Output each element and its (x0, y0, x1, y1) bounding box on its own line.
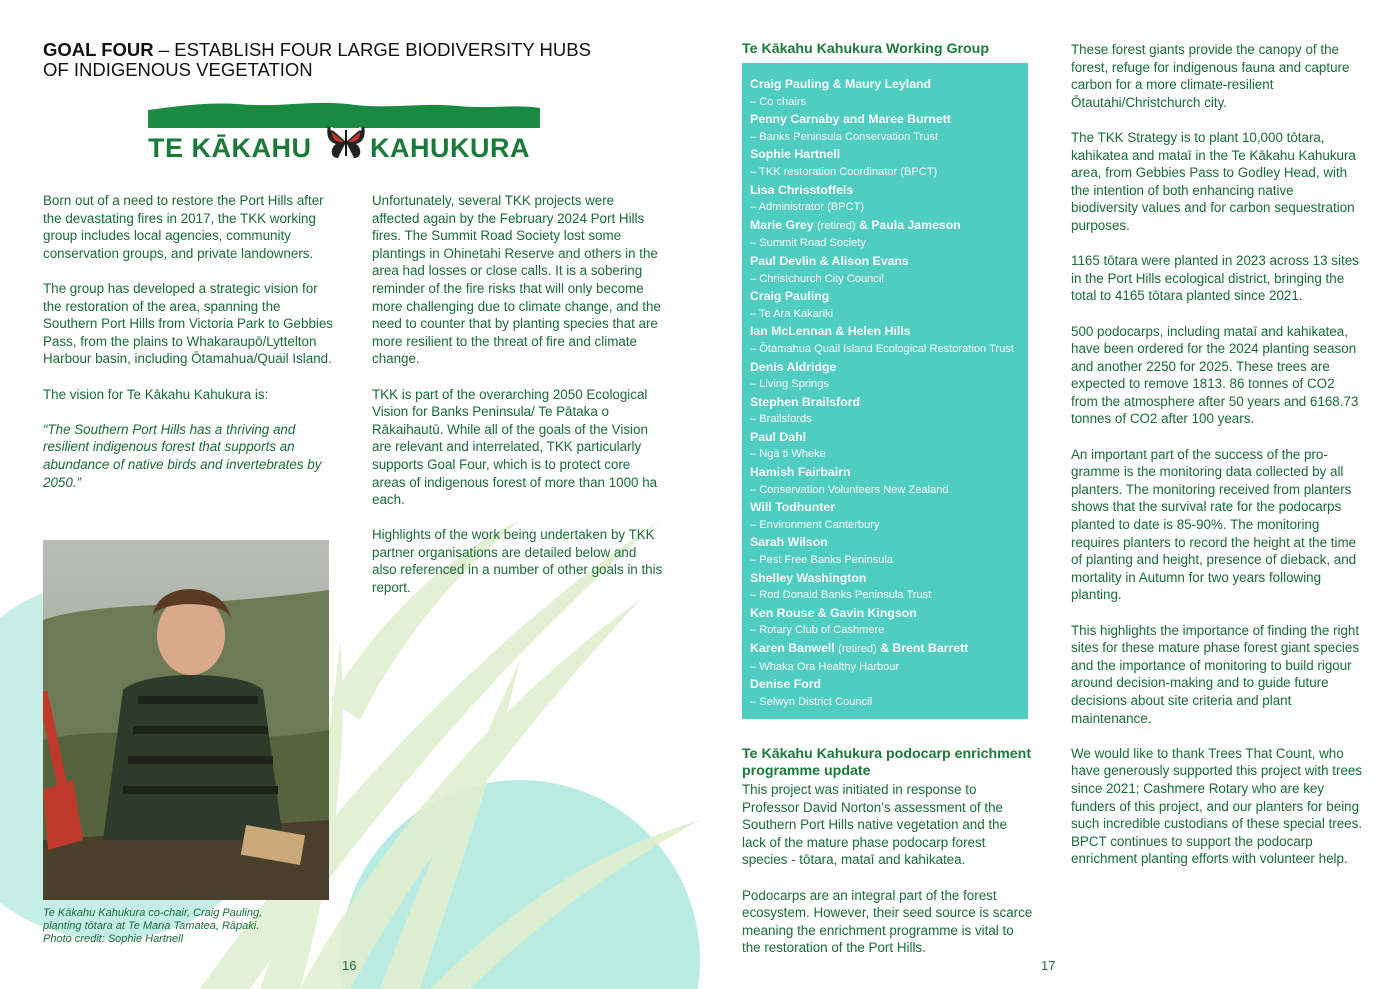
logo-text-left: TE KĀKAHU (148, 133, 312, 163)
paragraph: 500 podocarps, including mataī and kahikatea, have been ordered for the 2024 planting season and another 2250 for 2025. These trees are expected to remove 1813. 86 tonnes of CO2 from the atmosphere after 50 years and 6168.73 tonnes of CO2 after 100 years. (1071, 323, 1359, 427)
member-names: Sophie Hartnell (750, 147, 841, 162)
member-names: Paul Devlin & Alison Evans (750, 253, 909, 268)
vision-quote: “The Southern Port Hills has a thriving and resilient indigenous forest that supports an abundance of native birds and invertebrates by 2050.” (43, 421, 322, 490)
photo-illustration (43, 540, 329, 900)
member-org: – Administrator (BPCT) (750, 201, 865, 214)
member-names: Marie Grey (750, 217, 814, 232)
left-column-2 (372, 192, 664, 614)
goal-heading-bold: GOAL FOUR (43, 39, 154, 60)
tkk-logo (148, 100, 543, 170)
retired-note: (retired) (838, 643, 877, 655)
member-names-group (750, 640, 1026, 659)
goal-heading-rest: – ESTABLISH FOUR LARGE BIODIVERSITY HUBS OF INDIGENOUS VEGETATION (43, 39, 591, 80)
working-group-box (742, 63, 1028, 719)
member-org: – Te Ara Kakariki (750, 307, 834, 320)
member-names-group (750, 217, 1026, 236)
member-org: – TKK restoration Coordinator (BPCT) (750, 165, 938, 178)
caption-line: Photo credit: Sophie Hartnell (43, 933, 184, 946)
member-org: – Ōtamahua Quail Island Ecological Restoration Trust (750, 342, 1014, 355)
paragraph: Highlights of the work being undertaken by TKK partner organisations are detailed below and also referenced in a number of other goals in this report. (372, 527, 663, 596)
paragraph: Unfortunately, several TKK projects were affected again by the February 2024 Port Hills fires. The Summit Road Society lost some plantings in Ohinetahi Reserve and others in the area had losses or close calls. It is a sobering reminder of the fire risks that will only become more challenging due to climate change, and the need to counter that by planting species that are more resilient to the threat of fire and climate change. (372, 193, 661, 367)
right-column-2 (1071, 41, 1363, 886)
member-org: – Pest Free Banks Peninsula (750, 554, 894, 567)
member-org: – Rotary Club of Cashmere (750, 624, 885, 637)
photo-craig-pauling (43, 540, 329, 900)
left-column-1 (43, 192, 333, 509)
paragraph: TKK is part of the overarching 2050 Ecological Vision for Banks Peninsula/ Te Pātaka o Rākaihautū. While all of the goals of the Vision are relevant and interrelated, TKK particularly supports Goal Four, which is to protect core areas of indigenous forest of more than 1000 ha each. (372, 386, 658, 508)
member-names: Ken Rouse & Gavin Kingson (750, 605, 917, 620)
member-org: – Ngā ti Wheke (750, 448, 826, 461)
working-group-list (750, 76, 1026, 711)
member-names: Lisa Chrisstoffels (750, 182, 854, 197)
member-names: Craig Pauling & Maury Leyland (750, 77, 932, 91)
member-names: Craig Pauling (750, 289, 830, 304)
right-column-1 (742, 781, 1034, 975)
paragraph: We would like to thank Trees That Count, who have generously supported this project with trees since 2021; Cashmere Rotary who are key funders of this project, and our planters for being such incredible custodians of these special trees. BPCT continues to support the podocarp enrichment planting efforts with volunteer help. (1071, 745, 1363, 867)
member-names: Sarah Wilson (750, 535, 828, 550)
caption-line: planting tōtara at Te Mana Tamatea, Rāpaki. (43, 920, 260, 933)
paragraph: 1165 tōtara were planted in 2023 across 13 sites in the Port Hills ecological district, bringing the total to 4165 tōtara planted since 2021. (1071, 253, 1359, 304)
paragraph: The vision for Te Kākahu Kahukura is: (43, 386, 269, 402)
working-group-title: Te Kākahu Kahukura Working Group (742, 41, 989, 57)
member-org: – Whaka Ora Healthy Harbour (750, 660, 900, 673)
paragraph: The group has developed a strategic vision for the restoration of the area, spanning the Southern Port Hills from Victoria Park to Gebbies Pass, from the plains to Whakaraupō/Lyttelton Harbour basin, including Ōtamahua/Quail Island. (43, 280, 334, 367)
photo-caption (43, 907, 303, 947)
paragraph: The TKK Strategy is to plant 10,000 tōtara, kahikatea and mataī in the Te Kākahu Kahukura area, from Gebbies Pass to Godley Head, with the intention of both enhancing native biodiversity values and for carbon sequestration purposes. (1071, 129, 1356, 233)
member-org: – Brailsfords (750, 413, 812, 426)
member-names: Shelley Washington (750, 570, 867, 585)
member-org: – Selwyn District Council (750, 695, 873, 708)
podocarp-section-title: Te Kākahu Kahukura podocarp enrichment programme update (742, 746, 1032, 779)
member-org: – Living Springs (750, 378, 829, 391)
paragraph: Podocarps are an integral part of the forest ecosystem. However, their seed source is scarce meaning the enrichment programme is vital to the restoration of the Port Hills. (742, 887, 1033, 956)
butterfly-icon (324, 120, 368, 164)
member-names: Karen Banwell (750, 641, 835, 655)
goal-heading (43, 40, 603, 80)
member-names: Paul Dahl (750, 429, 807, 444)
logo-text-right: KAHUKURA (370, 133, 530, 163)
member-org: – Co chairs (750, 95, 807, 108)
member-org: – Rod Donald Banks Peninsula Trust (750, 589, 932, 602)
page-number-right: 17 (1041, 958, 1056, 973)
paragraph: Born out of a need to restore the Port Hills after the devastating fires in 2017, the TKK working group includes local agencies, community conservation groups, and private landowners. (43, 193, 324, 261)
member-names: Ian McLennan & Helen Hills (750, 324, 911, 339)
retired-note: (retired) (817, 219, 856, 232)
member-org: – Christchurch City Council (750, 272, 884, 285)
paragraph: This highlights the importance of finding the right sites for these mature phase forest giant species and the importance of monitoring to build rigour around decision-making and to guide future decisions about site criteria and plant maintenance. (1071, 622, 1360, 726)
member-names: & Brent Barrett (880, 641, 969, 655)
member-names: Denis Aldridge (750, 359, 837, 374)
member-org: – Summit Road Society (750, 237, 866, 250)
member-names: Denise Ford (750, 677, 822, 692)
paragraph: These forest giants provide the canopy of the forest, refuge for indigenous fauna and capture carbon for a more climate-resilient Ōtautahi/Christchurch city. (1071, 42, 1350, 110)
member-names: & Paula Jameson (858, 217, 961, 232)
page-number-left: 16 (342, 958, 357, 973)
member-names: Hamish Fairbairn (750, 465, 851, 480)
paragraph: An important part of the success of the pro-gramme is the monitoring data collected by all planters. The monitoring received from planters shows that the survival rate for the podocarps planted to date is 85-90%. The monitoring requires planters to record the height at the time of planting and height, presence of dieback, and mortality in Autumn for two years following planting. (1071, 446, 1357, 603)
member-names: Stephen Brailsford (750, 394, 861, 409)
member-org: – Environment Canterbury (750, 518, 880, 531)
member-names: Penny Carnaby and Maree Burnett (750, 112, 951, 127)
member-names: Will Todhunter (750, 500, 836, 515)
member-org: – Conservation Volunteers New Zealand (750, 483, 949, 496)
member-org: – Banks Peninsula Conservation Trust (750, 130, 939, 143)
paragraph: This project was initiated in response to Professor David Norton’s assessment of the Southern Port Hills native vegetation and the lack of the mature phase podocarp forest species - tōtara, mataī and kahikatea. (742, 782, 1008, 868)
caption-line: Te Kākahu Kahukura co-chair, Craig Pauling, (43, 907, 263, 919)
